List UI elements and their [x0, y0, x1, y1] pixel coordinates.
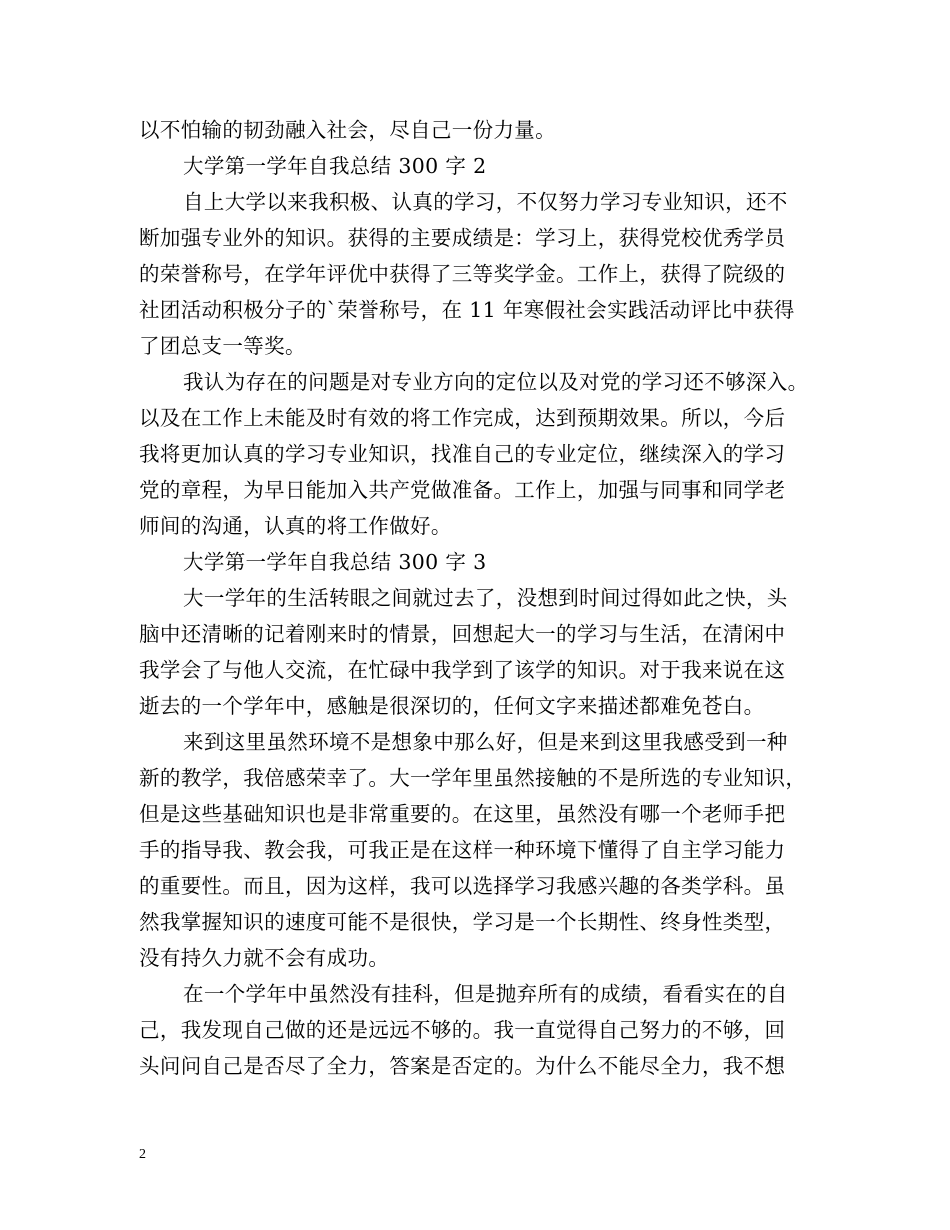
text-line: 的重要性。而且，因为这样，我可以选择学习我感兴趣的各类学科。虽 [139, 874, 786, 898]
text-line: 在一个学年中虽然没有挂科，但是抛弃所有的成绩，看看实在的自 [183, 982, 788, 1006]
text-line: 社团活动积极分子的`荣誉称号，在 11 年寒假社会实践活动评比中获得 [139, 298, 795, 322]
page-number: 2 [139, 1147, 146, 1162]
text-line: 头问问自己是否尽了全力，答案是否定的。为什么不能尽全力，我不想 [139, 1054, 786, 1078]
text-line: 大一学年的生活转眼之间就过去了，没想到时间过得如此之快，头 [183, 586, 788, 610]
text-line: 了团总支一等奖。 [139, 334, 306, 358]
text-line: 没有持久力就不会有成功。 [139, 946, 390, 970]
text-line: 逝去的一个学年中，感触是很深切的，任何文字来描述都难免苍白。 [139, 694, 765, 718]
text-line: 师间的沟通，认真的将工作做好。 [139, 514, 452, 538]
text-line: 党的章程，为早日能加入共产党做准备。工作上，加强与同事和同学老 [139, 478, 786, 502]
section-heading-3: 大学第一学年自我总结 300 字 3 [183, 550, 487, 574]
text-line: 以不怕输的韧劲融入社会，尽自己一份力量。 [139, 118, 556, 142]
text-line: 我将更加认真的学习专业知识，找准自己的专业定位，继续深入的学习 [139, 442, 786, 466]
text-line: 手的指导我、教会我，可我正是在这样一种环境下懂得了自主学习能力 [139, 838, 786, 862]
text-line: 新的教学，我倍感荣幸了。大一学年里虽然接触的不是所选的专业知识， [139, 766, 807, 790]
text-line: 然我掌握知识的速度可能不是很快，学习是一个长期性、终身性类型， [139, 910, 786, 934]
text-line: 我学会了与他人交流，在忙碌中我学到了该学的知识。对于我来说在这 [139, 658, 786, 682]
text-line: 断加强专业外的知识。获得的主要成绩是：学习上，获得党校优秀学员 [139, 226, 786, 250]
text-line: 来到这里虽然环境不是想象中那么好，但是来到这里我感受到一种 [183, 730, 788, 754]
text-line: 但是这些基础知识也是非常重要的。在这里，虽然没有哪一个老师手把 [139, 802, 786, 826]
text-line: 己，我发现自己做的还是远远不够的。我一直觉得自己努力的不够，回 [139, 1018, 786, 1042]
text-line: 我认为存在的问题是对专业方向的定位以及对党的学习还不够深入。 [183, 370, 809, 394]
text-line: 的荣誉称号，在学年评优中获得了三等奖学金。工作上，获得了院级的 [139, 262, 786, 286]
text-line: 自上大学以来我积极、认真的学习，不仅努力学习专业知识，还不 [183, 190, 788, 214]
text-line: 以及在工作上未能及时有效的将工作完成，达到预期效果。所以，今后 [139, 406, 786, 430]
section-heading-2: 大学第一学年自我总结 300 字 2 [183, 154, 487, 178]
text-line: 脑中还清晰的记着刚来时的情景，回想起大一的学习与生活，在清闲中 [139, 622, 786, 646]
